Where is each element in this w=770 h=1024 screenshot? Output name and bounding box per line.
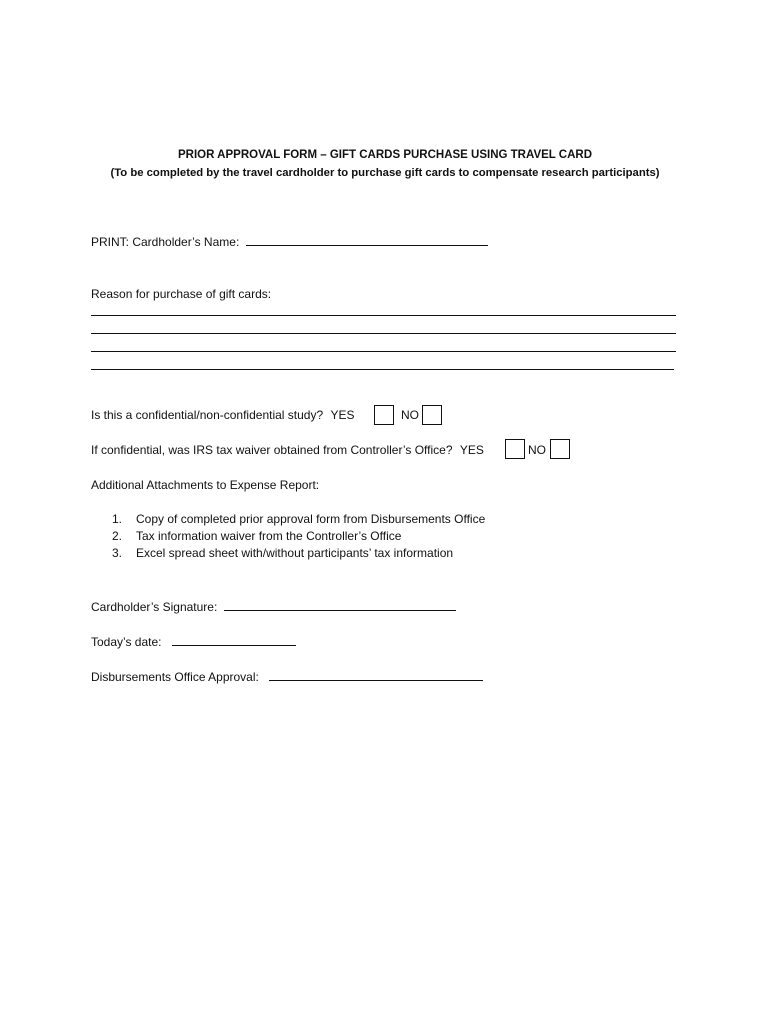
reason-label: Reason for purchase of gift cards: (91, 287, 272, 301)
list-item (112, 528, 485, 545)
list-item-number: 3. (112, 546, 123, 560)
reason-line-1[interactable] (91, 315, 676, 316)
irs-waiver-no-checkbox[interactable] (550, 439, 570, 459)
confidential-yes-checkbox[interactable] (374, 405, 394, 425)
confidential-yes-label: YES (330, 408, 355, 422)
signature-row (91, 599, 456, 614)
confidential-question-text: Is this a confidential/non-confidential study? (91, 408, 324, 422)
signature-field[interactable] (224, 599, 456, 611)
date-row (91, 634, 296, 649)
form-subtitle: (To be completed by the travel cardholder to purchase gift cards to compensate research participants) (110, 167, 660, 179)
irs-waiver-yes-label: YES (459, 443, 484, 457)
list-item-text: Copy of completed prior approval form from Disbursements Office (136, 512, 486, 526)
list-item-number: 2. (112, 529, 123, 543)
attachments-list (112, 511, 485, 562)
attachments-label: Additional Attachments to Expense Report: (91, 478, 320, 492)
approval-row (91, 669, 483, 684)
reason-line-2[interactable] (91, 333, 676, 334)
irs-waiver-yes-checkbox[interactable] (505, 439, 525, 459)
cardholder-name-row (91, 234, 488, 249)
form-title: PRIOR APPROVAL FORM – GIFT CARDS PURCHASE USING TRAVEL CARD (177, 149, 593, 161)
cardholder-name-label: PRINT: Cardholder’s Name: (91, 235, 240, 249)
confidential-no-label: NO (401, 408, 419, 422)
list-item-text: Tax information waiver from the Controller’s Office (136, 529, 402, 543)
cardholder-name-field[interactable] (246, 234, 488, 246)
approval-field[interactable] (269, 669, 483, 681)
reason-line-3[interactable] (91, 351, 676, 352)
irs-waiver-no-label: NO (528, 443, 546, 457)
date-label: Today’s date: (91, 635, 162, 649)
list-item-text: Excel spread sheet with/without participants’ tax information (136, 546, 454, 560)
reason-line-4[interactable] (91, 369, 674, 370)
list-item-number: 1. (112, 512, 123, 526)
irs-waiver-question-text: If confidential, was IRS tax waiver obtained from Controller’s Office? (91, 443, 453, 457)
signature-label: Cardholder’s Signature: (91, 600, 218, 614)
list-item (112, 511, 485, 528)
irs-waiver-question (91, 443, 484, 457)
date-field[interactable] (172, 634, 296, 646)
list-item (112, 545, 485, 562)
approval-label: Disbursements Office Approval: (91, 670, 259, 684)
confidential-no-checkbox[interactable] (422, 405, 442, 425)
confidential-question (91, 408, 355, 422)
